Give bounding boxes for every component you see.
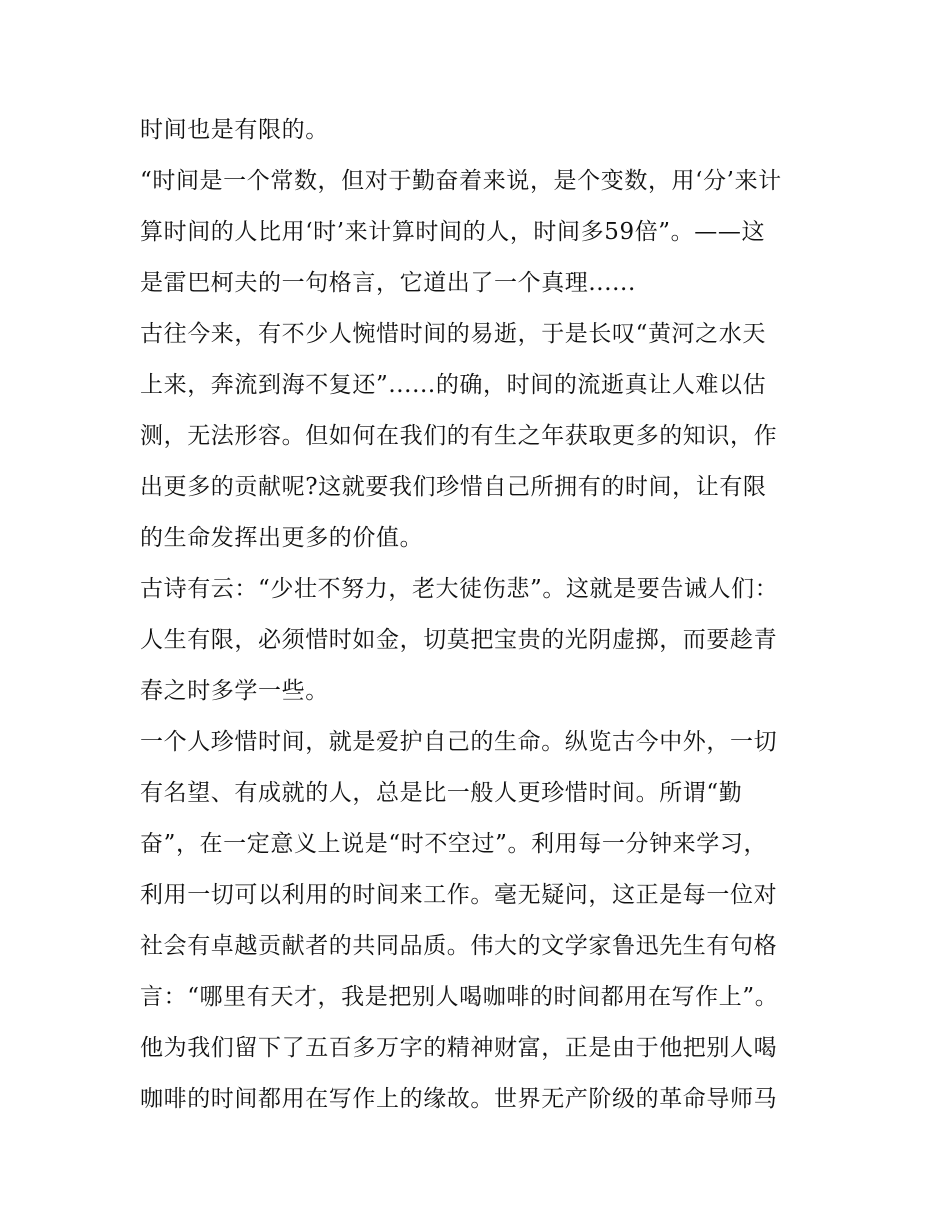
text-line: 人生有限，必须惜时如金，切莫把宝贵的光阴虚掷，而要趁青 [140,627,778,653]
text-line: 奋”，在一定意义上说是“时不空过”。利用每一分钟来学习， [140,831,768,857]
text-line: 出更多的贡献呢?这就要我们珍惜自己所拥有的时间，让有限 [140,474,767,500]
text-line: 上来，奔流到海不复还”......的确，时间的流逝真让人难以估 [140,372,767,398]
text-line: 春之时多学一些。 [140,678,329,704]
text-line: 社会有卓越贡献者的共同品质。伟大的文学家鲁迅先生有句格 [140,933,778,959]
document-body [140,105,820,1125]
text-line: 一个人珍惜时间，就是爱护自己的生命。纵览古今中外，一切 [140,729,778,755]
text-line: 时间也是有限的。 [140,117,329,143]
text-line: 有名望、有成就的人，总是比一般人更珍惜时间。所谓“勤 [140,780,743,806]
text-line: 古往今来，有不少人惋惜时间的易逝，于是长叹“黄河之水天 [140,321,766,347]
text-line: 测，无法形容。但如何在我们的有生之年获取更多的知识，作 [140,423,778,449]
text-line: 算时间的人比用‘时’来计算时间的人，时间多59倍”。——这 [140,219,766,245]
text-line: 古诗有云：“少壮不努力，老大徒伤悲”。这就是要告诫人们： [140,576,779,602]
text-line: 利用一切可以利用的时间来工作。毫无疑问，这正是每一位对 [140,882,778,908]
text-line: 的生命发挥出更多的价值。 [140,525,424,551]
text-line: 咖啡的时间都用在写作上的缘故。世界无产阶级的革命导师马 [140,1086,778,1112]
text-line: 他为我们留下了五百多万字的精神财富，正是由于他把别人喝 [140,1035,778,1061]
text-line: “时间是一个常数，但对于勤奋着来说，是个变数，用‘分’来计 [140,168,782,194]
text-line: 是雷巴柯夫的一句格言，它道出了一个真理...... [140,270,636,296]
text-line: 言：“哪里有天才，我是把别人喝咖啡的时间都用在写作上”。 [140,984,779,1010]
